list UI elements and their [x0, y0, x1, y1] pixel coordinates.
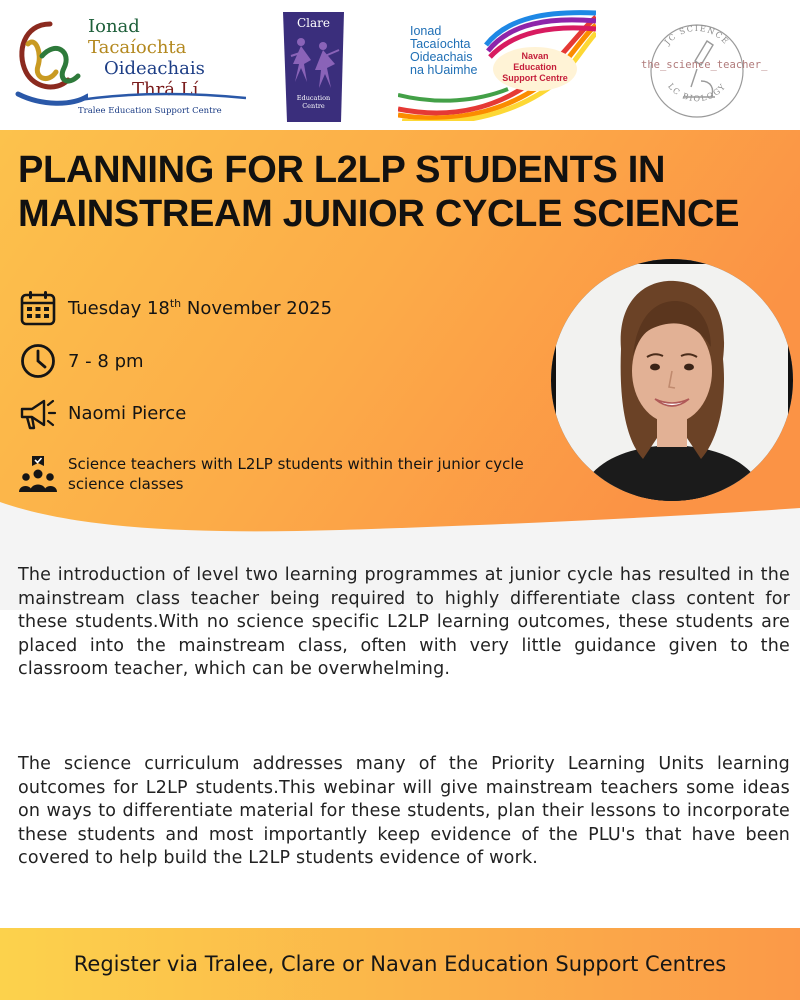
- presenter-photo: [551, 259, 793, 501]
- science-bottom-arc: LC BIOLOGY: [666, 81, 728, 104]
- presenter-row: [18, 393, 186, 433]
- people-icon: [18, 454, 58, 494]
- navan-line-4: na hUaimhe: [410, 63, 478, 77]
- date-row: [18, 288, 332, 328]
- navan-line-1: Ionad: [410, 24, 442, 38]
- event-date-prefix: Tuesday 18: [68, 298, 170, 319]
- clare-subtitle: [281, 94, 346, 110]
- calendar-icon: [18, 288, 58, 328]
- navan-title: [410, 25, 477, 77]
- register-text: Register via Tralee, Clare or Navan Education Support Centres: [73, 952, 727, 976]
- event-title-line-1: PLANNING FOR L2LP STUDENTS IN: [18, 149, 666, 191]
- clare-subtitle-line-2: Centre: [302, 102, 325, 110]
- navan-logo: [398, 9, 596, 121]
- description-paragraph-1: The introduction of level two learning programmes at junior cycle has resulted in the mainstream class teacher being required to highly differentiate class content for these students.With no science specific L2LP learning outcomes, these students are placed into the mainstream class, often with very little guidance given to the classroom teacher, which can be overwhelming.: [18, 565, 790, 679]
- tralee-line-3: Oideachais: [104, 58, 205, 79]
- event-title: [18, 148, 739, 236]
- register-footer: [0, 928, 800, 1000]
- clare-subtitle-line-1: Education: [296, 94, 331, 102]
- navan-badge-line-2: Education: [513, 62, 557, 72]
- description-paragraph-2: The science curriculum addresses many of the Priority Learning Units learning outcomes for L2LP students.This webinar will give mainstream teachers some ideas on ways to differentiate material for these students, plan their lessons to incorporate these students and most importantly keep evidence of the PLU's that have been covered to help build the L2LP students evidence of work.: [18, 754, 790, 868]
- tralee-logo: [12, 14, 252, 120]
- svg-text:LC BIOLOGY: [666, 82, 728, 104]
- navan-badge: [494, 51, 576, 84]
- navan-line-3: Oideachais: [410, 50, 473, 64]
- science-teacher-logo: [641, 17, 768, 125]
- event-date: [68, 297, 332, 319]
- microscope-icon: [641, 17, 768, 125]
- svg-text:JC SCIENCE: [662, 24, 731, 47]
- tralee-line-2: Tacaíochta: [88, 37, 187, 58]
- event-presenter: Naomi Pierce: [68, 402, 187, 424]
- science-handle: the_science_teacher_: [641, 59, 768, 71]
- event-time: 7 - 8 pm: [68, 350, 144, 372]
- audience-row: [18, 454, 538, 494]
- event-date-suffix-ordinal: th: [169, 297, 182, 310]
- event-audience: Science teachers with L2LP students within their junior cycle science classes: [68, 455, 524, 493]
- tralee-line-4: Thrá Lí: [132, 79, 199, 100]
- navan-badge-line-3: Support Centre: [502, 73, 568, 83]
- clock-icon: [18, 341, 58, 381]
- science-top-arc: JC SCIENCE: [662, 23, 732, 47]
- event-title-line-2: MAINSTREAM JUNIOR CYCLE SCIENCE: [18, 193, 740, 235]
- logo-bar: [0, 0, 800, 130]
- time-row: [18, 341, 144, 381]
- megaphone-icon: [18, 393, 58, 433]
- tralee-underline-icon: [66, 92, 246, 106]
- event-date-month-year: November 2025: [181, 298, 333, 319]
- tralee-logo-text: [88, 16, 205, 100]
- clare-logo: [281, 12, 346, 122]
- presenter-portrait-icon: [551, 259, 793, 501]
- clare-title: Clare: [296, 16, 330, 30]
- navan-badge-line-1: Navan: [521, 51, 549, 61]
- tralee-subtitle: Tralee Education Support Centre: [78, 106, 222, 116]
- tralee-line-1: Ionad: [88, 16, 140, 37]
- navan-line-2: Tacaíochta: [410, 37, 471, 51]
